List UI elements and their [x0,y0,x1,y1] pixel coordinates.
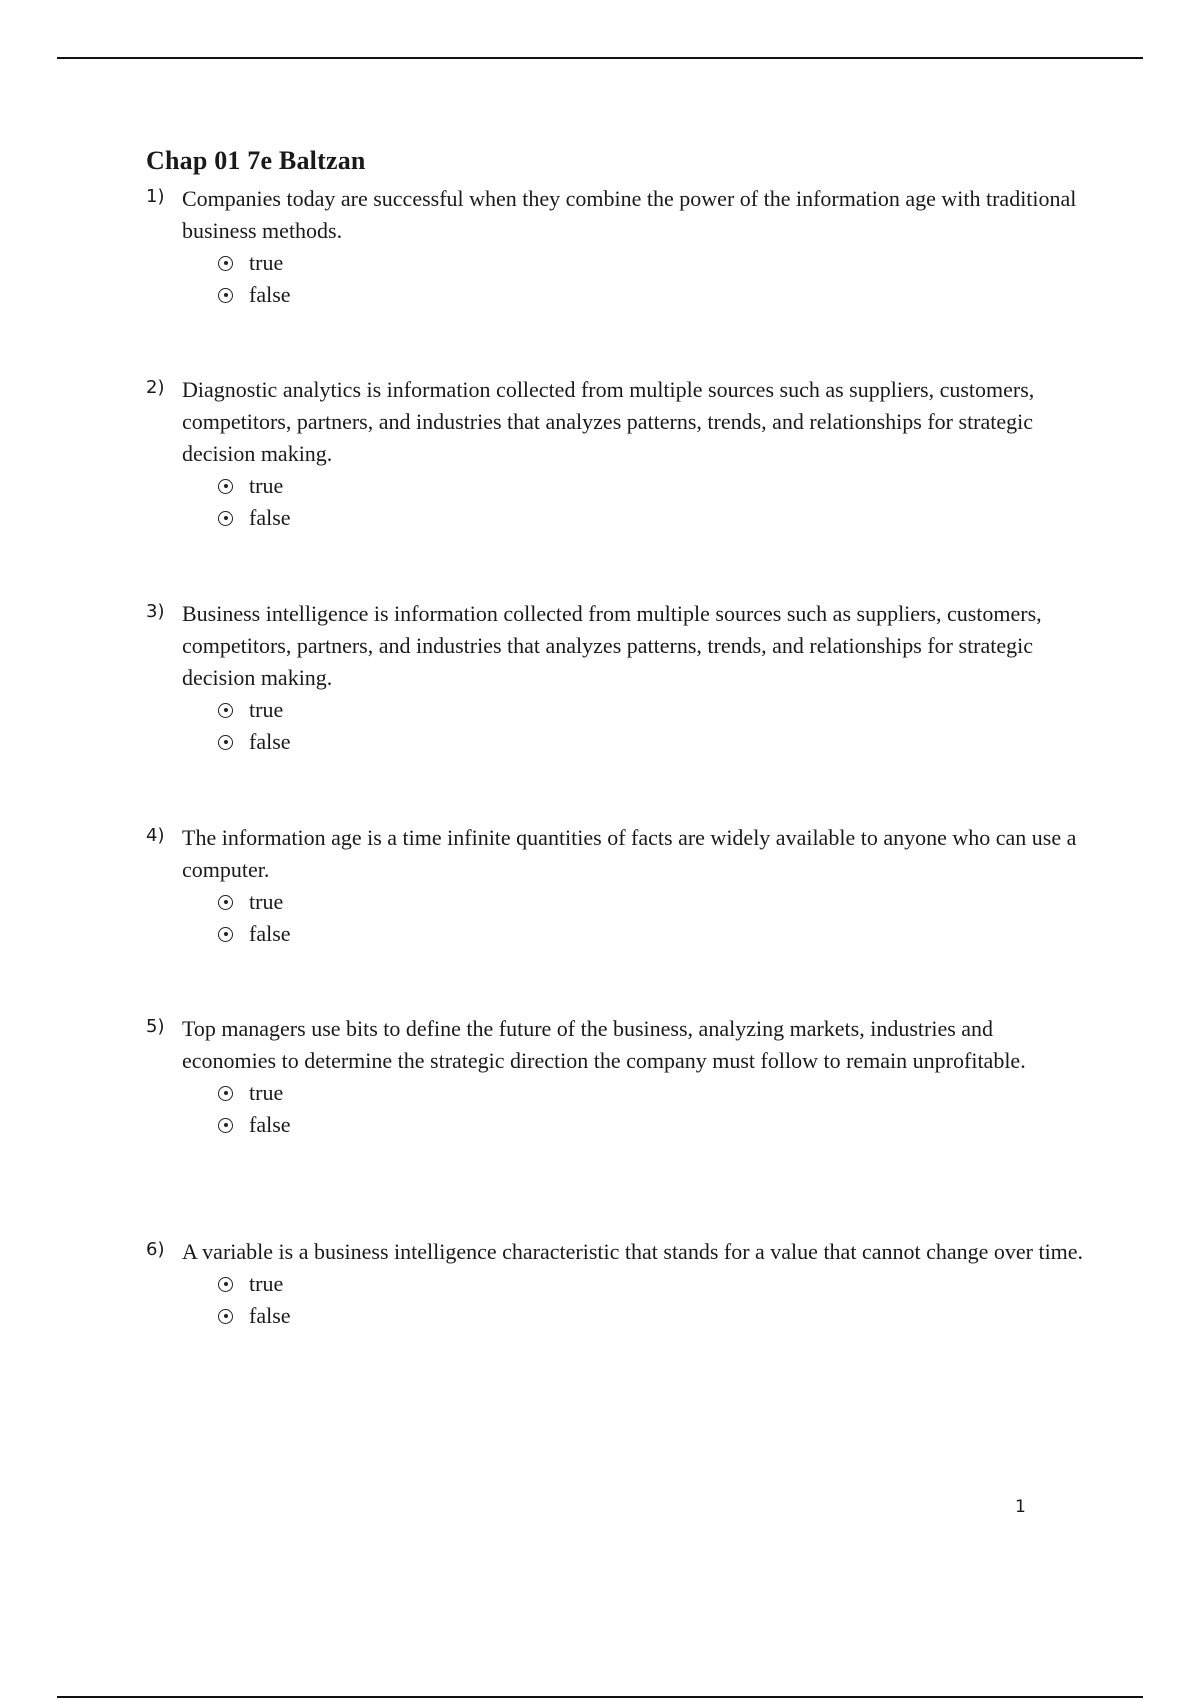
option-true[interactable] [218,1268,1086,1300]
option-true[interactable] [218,1077,1086,1109]
radio-circle-icon[interactable] [218,1309,233,1324]
option-list [146,470,1086,534]
option-list [146,1268,1086,1332]
option-label: false [249,1303,291,1328]
option-label: false [249,729,291,754]
option-list [146,886,1086,950]
question-text: Business intelligence is information collected from multiple sources such as suppliers, customers, competitors, partners, and industries that analyzes patterns, trends, and relationships for strategic decision making. [182,601,1042,690]
question-5 [146,1013,1086,1141]
question-4 [146,822,1086,950]
radio-circle-icon[interactable] [218,703,233,718]
radio-circle-icon[interactable] [218,1118,233,1133]
radio-circle-icon[interactable] [218,256,233,271]
question-number: 1) [146,186,165,207]
question-number: 3) [146,601,165,622]
option-true[interactable] [218,247,1086,279]
option-false[interactable] [218,726,1086,758]
radio-circle-icon[interactable] [218,288,233,303]
option-false[interactable] [218,1300,1086,1332]
question-text: Top managers use bits to define the future of the business, analyzing markets, industries and economies to determine the strategic direction the company must follow to remain unprofitable. [182,1016,1026,1073]
question-text: A variable is a business intelligence characteristic that stands for a value that cannot change over time. [182,1239,1084,1264]
radio-circle-icon[interactable] [218,735,233,750]
question-text: Diagnostic analytics is information collected from multiple sources such as suppliers, customers, competitors, partners, and industries that analyzes patterns, trends, and relationships for strategic decision making. [182,377,1035,466]
option-label: true [249,473,284,498]
radio-circle-icon[interactable] [218,1277,233,1292]
option-label: true [249,1080,284,1105]
option-label: true [249,697,284,722]
option-label: false [249,282,291,307]
question-text: Companies today are successful when they combine the power of the information age with traditional business methods. [182,186,1077,243]
radio-circle-icon[interactable] [218,927,233,942]
document-title: Chap 01 7e Baltzan [146,146,366,175]
option-true[interactable] [218,886,1086,918]
option-list [146,1077,1086,1141]
option-false[interactable] [218,502,1086,534]
question-number: 6) [146,1239,165,1260]
option-false[interactable] [218,918,1086,950]
option-label: true [249,1271,284,1296]
option-false[interactable] [218,279,1086,311]
page-number: 1 [1015,1497,1026,1517]
option-list [146,694,1086,758]
option-label: false [249,921,291,946]
option-label: false [249,1112,291,1137]
top-rule [57,57,1143,59]
option-true[interactable] [218,694,1086,726]
bottom-rule [57,1696,1143,1698]
radio-circle-icon[interactable] [218,1086,233,1101]
question-number: 4) [146,825,165,846]
question-2 [146,374,1086,534]
question-6 [146,1236,1086,1332]
radio-circle-icon[interactable] [218,479,233,494]
radio-circle-icon[interactable] [218,895,233,910]
option-list [146,247,1086,311]
option-label: false [249,505,291,530]
option-false[interactable] [218,1109,1086,1141]
radio-circle-icon[interactable] [218,511,233,526]
option-label: true [249,250,284,275]
option-label: true [249,889,284,914]
question-1 [146,183,1086,311]
question-3 [146,598,1086,758]
option-true[interactable] [218,470,1086,502]
question-number: 5) [146,1016,165,1037]
question-number: 2) [146,377,165,398]
question-text: The information age is a time infinite quantities of facts are widely available to anyone who can use a computer. [182,825,1077,882]
